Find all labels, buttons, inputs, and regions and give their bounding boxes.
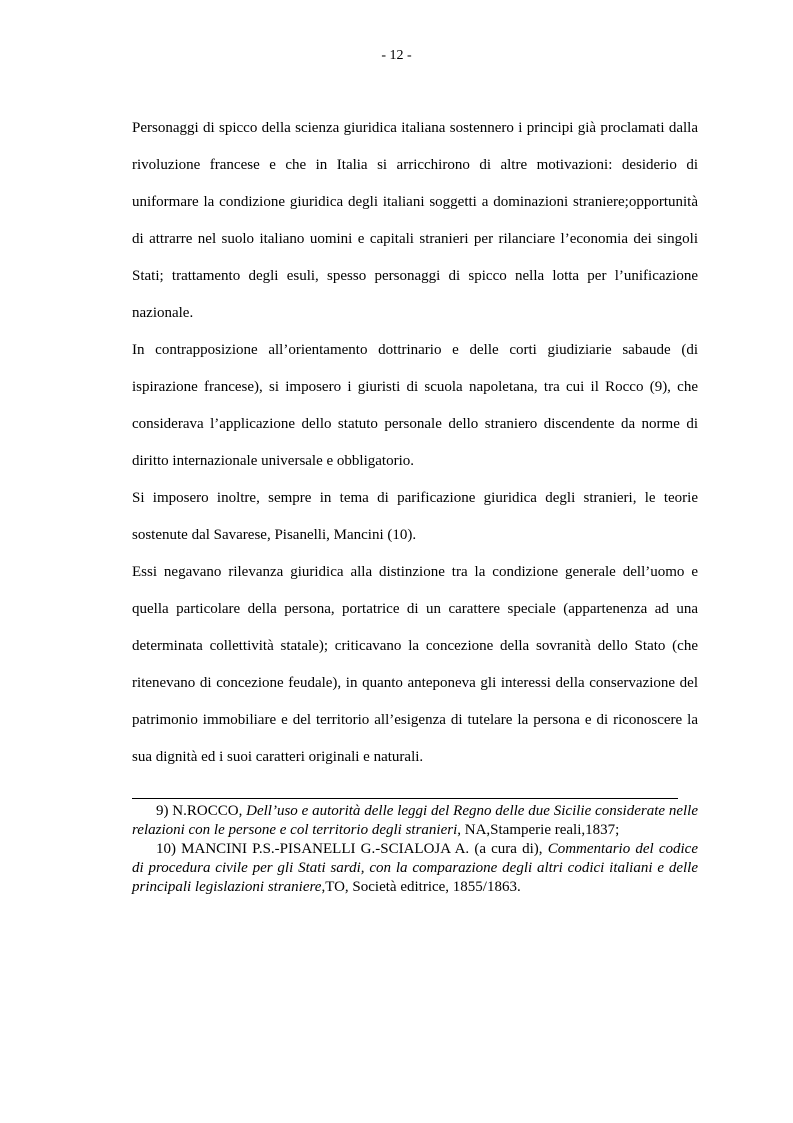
footnote-separator <box>132 798 678 799</box>
footnote-tail: , NA,Stamperie reali,1837; <box>457 822 620 838</box>
footnote-lead: 10) MANCINI P.S.-PISANELLI G.-SCIALOJA A. (a cura di), <box>156 841 548 857</box>
footnote-title: Dell’uso e autorità delle leggi del Regno delle due Sicilie considerate nelle relazioni con le persone e col territorio degli stranieri <box>132 803 698 838</box>
paragraph: In contrapposizione all’orientamento dottrinario e delle corti giudiziarie sabaude (di ispirazione francese), si imposero i giuristi di scuola napoletana, tra cui il Rocco (9), che considerava l’applicazione dello statuto personale dello straniero discendente da norme di diritto internazionale universale e obbligatorio. <box>132 342 698 469</box>
paragraph: Personaggi di spicco della scienza giuridica italiana sostennero i principi già proclamati dalla rivoluzione francese e che in Italia si arricchirono di altre motivazioni: desiderio di uniformare la condizione giuridica degli italiani soggetti a dominazioni straniere;opportunità di attrarre nel suolo italiano uomini e capitali stranieri per rilanciare l’economia dei singoli Stati; trattamento degli esuli, spesso personaggi di spicco nella lotta per l’unificazione nazionale. <box>132 120 698 321</box>
footnotes <box>132 802 698 897</box>
footnote-tail: ,TO, Società editrice, 1855/1863. <box>321 879 521 895</box>
body-text <box>132 110 698 776</box>
footnote-lead: 9) N.ROCCO, <box>156 803 247 819</box>
paragraph: Essi negavano rilevanza giuridica alla distinzione tra la condizione generale dell’uomo e quella particolare della persona, portatrice di un carattere speciale (appartenenza ad una determinata collettività statale); criticavano la concezione della sovranità dello Stato (che ritenevano di concezione feudale), in quanto anteponeva gli interessi della conservazione del patrimonio immobiliare e del territorio all’esigenza di tutelare la persona e di riconoscere la sua dignità ed i suoi caratteri originali e naturali. <box>132 564 698 765</box>
footnote-9 <box>132 802 698 840</box>
footnote-title: Commentario del codice di procedura civile per gli Stati sardi, con la comparazione degli altri codici italiani e delle principali legislazioni straniere <box>132 841 698 895</box>
page-number: - 12 - <box>381 48 412 63</box>
footnote-10 <box>132 840 698 897</box>
paragraph: Si imposero inoltre, sempre in tema di parificazione giuridica degli stranieri, le teorie sostenute dal Savarese, Pisanelli, Mancini (10). <box>132 490 698 543</box>
